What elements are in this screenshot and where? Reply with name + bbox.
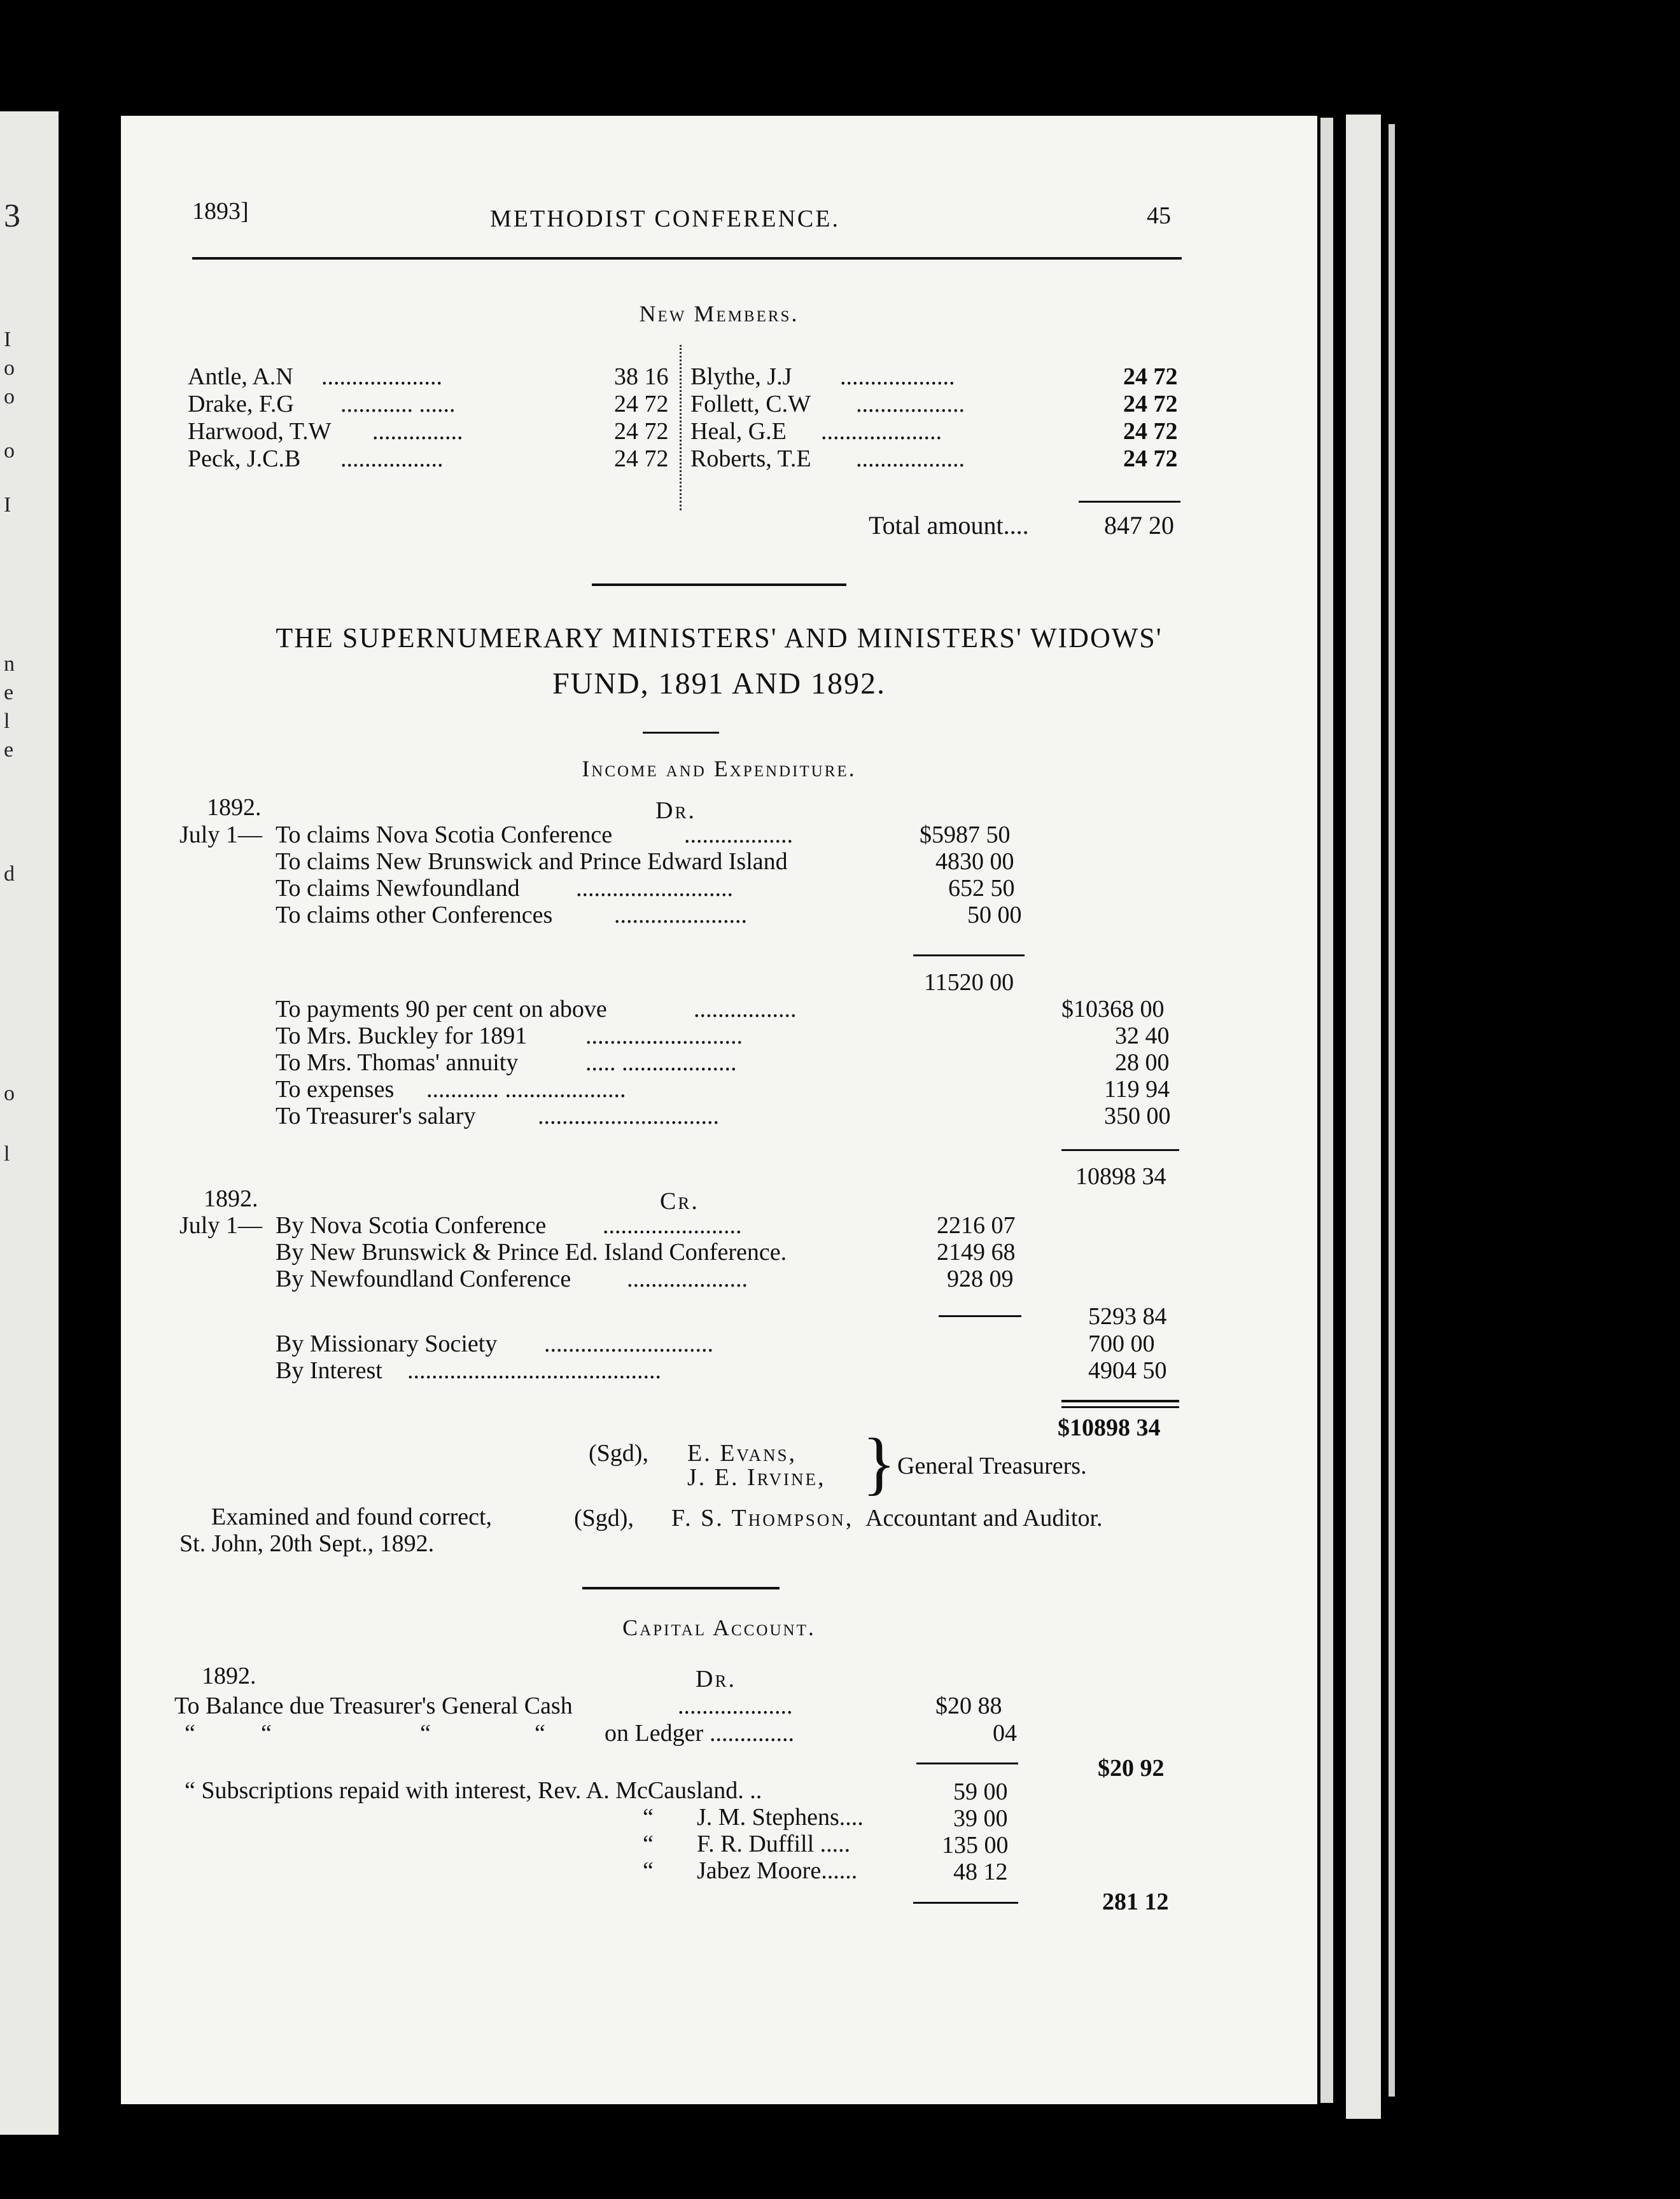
- subscription-amount: 59 00: [953, 1778, 1008, 1805]
- member-name: Heal, G.E: [690, 418, 787, 445]
- cr-date: July 1—: [179, 1212, 262, 1239]
- left-page-fragment: o: [4, 356, 15, 380]
- total-rule: [1061, 1406, 1179, 1408]
- ditto-mark: “: [261, 1720, 272, 1747]
- ditto-mark: “: [643, 1804, 654, 1831]
- total-rule: [1079, 501, 1180, 503]
- member-name: Harwood, T.W: [188, 418, 332, 445]
- section-divider: [592, 583, 846, 586]
- left-page-fragment: e: [4, 738, 14, 762]
- subscriber-name: J. M. Stephens....: [697, 1804, 864, 1831]
- leader-dots: ..........................: [585, 1023, 743, 1049]
- subtotal-rule: [913, 954, 1025, 956]
- member-name: Follett, C.W: [690, 391, 811, 417]
- leader-dots: ..............................: [538, 1103, 719, 1129]
- capital-dr-label: Dr.: [696, 1666, 736, 1693]
- claim-text: To claims Newfoundland: [276, 875, 520, 902]
- credit-text: By New Brunswick & Prince Ed. Island Conference.: [276, 1239, 787, 1266]
- leader-dots: ............................: [544, 1330, 713, 1357]
- subtotal-rule: [939, 1315, 1021, 1317]
- credit-text: By Nova Scotia Conference: [276, 1212, 547, 1239]
- ditto-mark: “: [185, 1720, 195, 1747]
- credit-text: By Interest: [276, 1357, 382, 1384]
- header-year: 1893]: [192, 198, 249, 225]
- payment-amount: 32 40: [1115, 1023, 1170, 1049]
- income-expenditure-heading: Income and Expenditure.: [582, 756, 857, 781]
- claim-text: To claims Nova Scotia Conference: [276, 821, 613, 848]
- dr-total: 10898 34: [1075, 1163, 1166, 1190]
- leader-dots: ............ ......: [340, 391, 456, 417]
- balance-total: $20 92: [1098, 1755, 1165, 1782]
- page-gutter: [1320, 118, 1333, 2103]
- leader-dots: ..................: [856, 391, 965, 417]
- claim-amount: $5987 50: [920, 821, 1011, 848]
- left-page-fragment: e: [4, 681, 14, 704]
- section-divider: [582, 1587, 780, 1589]
- left-page-fragment: o: [4, 439, 15, 463]
- audit-statement: Examined and found correct,: [211, 1504, 493, 1530]
- ditto-mark: “: [535, 1720, 545, 1747]
- dr-label: Dr.: [655, 797, 696, 824]
- total-rule: [1061, 1400, 1179, 1402]
- payment-text: To Mrs. Buckley for 1891: [276, 1023, 528, 1049]
- member-amount: 24 72: [614, 445, 669, 472]
- leader-dots: ..........................: [576, 875, 733, 902]
- signature-sgd: (Sgd),: [589, 1440, 648, 1467]
- treasurer-role: General Treasurers.: [897, 1453, 1087, 1479]
- credit-subtotal: 5293 84: [1088, 1303, 1167, 1330]
- payment-amount: 28 00: [1115, 1049, 1170, 1076]
- subscription-amount: 135 00: [942, 1832, 1009, 1859]
- capital-account-heading: Capital Account.: [622, 1615, 816, 1640]
- total-rule: [1061, 1149, 1179, 1151]
- auditor-role: Accountant and Auditor.: [865, 1505, 1103, 1532]
- member-amount: 24 72: [1123, 391, 1178, 417]
- cr-year: 1892.: [204, 1185, 258, 1212]
- claim-amount: 50 00: [967, 902, 1022, 928]
- subscriptions-total: 281 12: [1102, 1888, 1169, 1915]
- leader-dots: ............ ....................: [426, 1076, 626, 1103]
- audit-sgd: (Sgd),: [574, 1505, 634, 1532]
- subscriber-name: Jabez Moore......: [697, 1857, 858, 1884]
- leader-dots: .................: [694, 996, 797, 1023]
- member-name: Drake, F.G: [188, 391, 294, 417]
- audit-place-date: St. John, 20th Sept., 1892.: [179, 1530, 435, 1557]
- member-amount: 24 72: [1123, 445, 1178, 472]
- subscriber-name: F. R. Duffill .....: [697, 1831, 851, 1857]
- member-amount: 24 72: [1123, 363, 1178, 390]
- header-title: METHODIST CONFERENCE.: [490, 206, 840, 232]
- ledger-text: on Ledger: [605, 1720, 704, 1747]
- left-page-fragment: o: [4, 1082, 15, 1105]
- leader-dots: ....................: [321, 363, 442, 390]
- ditto-mark: “: [643, 1857, 654, 1884]
- subscription-amount: 39 00: [953, 1805, 1008, 1832]
- payment-amount: 350 00: [1104, 1103, 1171, 1129]
- subscriptions-text: “ Subscriptions repaid with interest, Rev. A. McCausland. ..: [185, 1777, 762, 1804]
- credit-amount: 2216 07: [937, 1212, 1016, 1239]
- dr-year: 1892.: [207, 794, 262, 821]
- header-rule: [192, 257, 1182, 260]
- payment-text: To Treasurer's salary: [276, 1103, 476, 1129]
- member-name: Antle, A.N: [188, 363, 293, 390]
- auditor-name: F. S. Thompson,: [671, 1505, 854, 1532]
- left-page-fragment: I: [4, 493, 11, 517]
- member-name: Peck, J.C.B: [188, 445, 301, 472]
- leader-dots: ....................: [821, 418, 942, 445]
- dr-date: July 1—: [179, 821, 262, 848]
- credit-amount: 2149 68: [937, 1239, 1016, 1266]
- member-amount: 24 72: [614, 418, 669, 445]
- subtotal-rule: [913, 1902, 1018, 1904]
- ditto-mark: “: [643, 1831, 654, 1857]
- left-page-fragment: n: [4, 652, 15, 676]
- member-amount: 24 72: [1123, 418, 1178, 445]
- claim-text: To claims other Conferences: [276, 902, 553, 928]
- leader-dots: ....................: [627, 1266, 748, 1292]
- short-divider: [643, 732, 719, 734]
- treasurer-name: E. Evans,: [687, 1440, 797, 1467]
- leader-dots: ..... ...................: [585, 1049, 737, 1076]
- ledger-amount: 04: [993, 1720, 1017, 1747]
- credit-text: By Newfoundland Conference: [276, 1266, 571, 1292]
- member-name: Blythe, J.J: [690, 363, 792, 390]
- leader-dots: ..........................................: [407, 1357, 661, 1384]
- member-name: Roberts, T.E: [690, 445, 811, 472]
- treasurer-name: J. E. Irvine,: [687, 1464, 826, 1491]
- subtotal-rule: [916, 1763, 1018, 1764]
- ditto-mark: “: [420, 1720, 431, 1747]
- left-page-fragment: d: [4, 862, 15, 886]
- credit-amount: 700 00: [1088, 1330, 1155, 1357]
- next-page-edge: [1346, 115, 1381, 2119]
- leader-dots: .................: [340, 445, 444, 472]
- capital-year: 1892.: [202, 1663, 256, 1689]
- book-page: [121, 116, 1317, 2104]
- payment-text: To Mrs. Thomas' annuity: [276, 1049, 519, 1076]
- claim-amount: 4830 00: [935, 848, 1014, 875]
- brace-icon: }: [862, 1424, 896, 1502]
- leader-dots: ...............: [372, 418, 463, 445]
- credit-amount: 928 09: [947, 1266, 1014, 1292]
- credit-text: By Missionary Society: [276, 1330, 498, 1357]
- leader-dots: ...................: [678, 1693, 793, 1719]
- payment-amount: 119 94: [1104, 1076, 1170, 1103]
- leader-dots: ......................: [614, 902, 747, 928]
- total-value: 847 20: [1104, 511, 1174, 540]
- claims-total: 11520 00: [924, 969, 1014, 996]
- left-page-fragment: l: [4, 709, 10, 733]
- total-label: Total amount....: [869, 511, 1029, 540]
- payment-text: To expenses: [276, 1076, 395, 1103]
- payment-amount: $10368 00: [1061, 996, 1165, 1023]
- leader-dots: ...................: [840, 363, 955, 390]
- claim-amount: 652 50: [948, 875, 1015, 902]
- fund-title: THE SUPERNUMERARY MINISTERS' AND MINISTERS' WIDOWS': [276, 622, 1163, 653]
- leader-dots: ..................: [684, 821, 793, 848]
- leader-dots: .......................: [603, 1212, 742, 1239]
- left-page-edge: [0, 111, 59, 2135]
- member-amount: 24 72: [614, 391, 669, 417]
- page-number: 45: [1147, 202, 1171, 229]
- next-page-edge-shadow: [1389, 124, 1395, 2097]
- claim-text: To claims New Brunswick and Prince Edward Island: [276, 848, 788, 875]
- left-page-fragment: l: [4, 1142, 10, 1166]
- balance-amount: $20 88: [935, 1693, 1002, 1719]
- new-members-heading: New Members.: [639, 301, 799, 326]
- member-amount: 38 16: [614, 363, 669, 390]
- cr-total: $10898 34: [1058, 1414, 1161, 1441]
- payment-text: To payments 90 per cent on above: [276, 996, 607, 1023]
- leader-dots: ..................: [856, 445, 965, 472]
- balance-text: To Balance due Treasurer's General Cash: [174, 1693, 573, 1719]
- credit-amount: 4904 50: [1088, 1357, 1167, 1384]
- fund-subtitle: FUND, 1891 AND 1892.: [552, 667, 886, 701]
- column-divider: [680, 345, 682, 510]
- leader-dots: ..............: [710, 1720, 794, 1747]
- cr-label: Cr.: [660, 1188, 699, 1215]
- left-page-fragment: 3: [4, 198, 20, 234]
- left-page-fragment: I: [4, 328, 11, 351]
- left-page-fragment: o: [4, 385, 15, 408]
- subscription-amount: 48 12: [953, 1859, 1008, 1885]
